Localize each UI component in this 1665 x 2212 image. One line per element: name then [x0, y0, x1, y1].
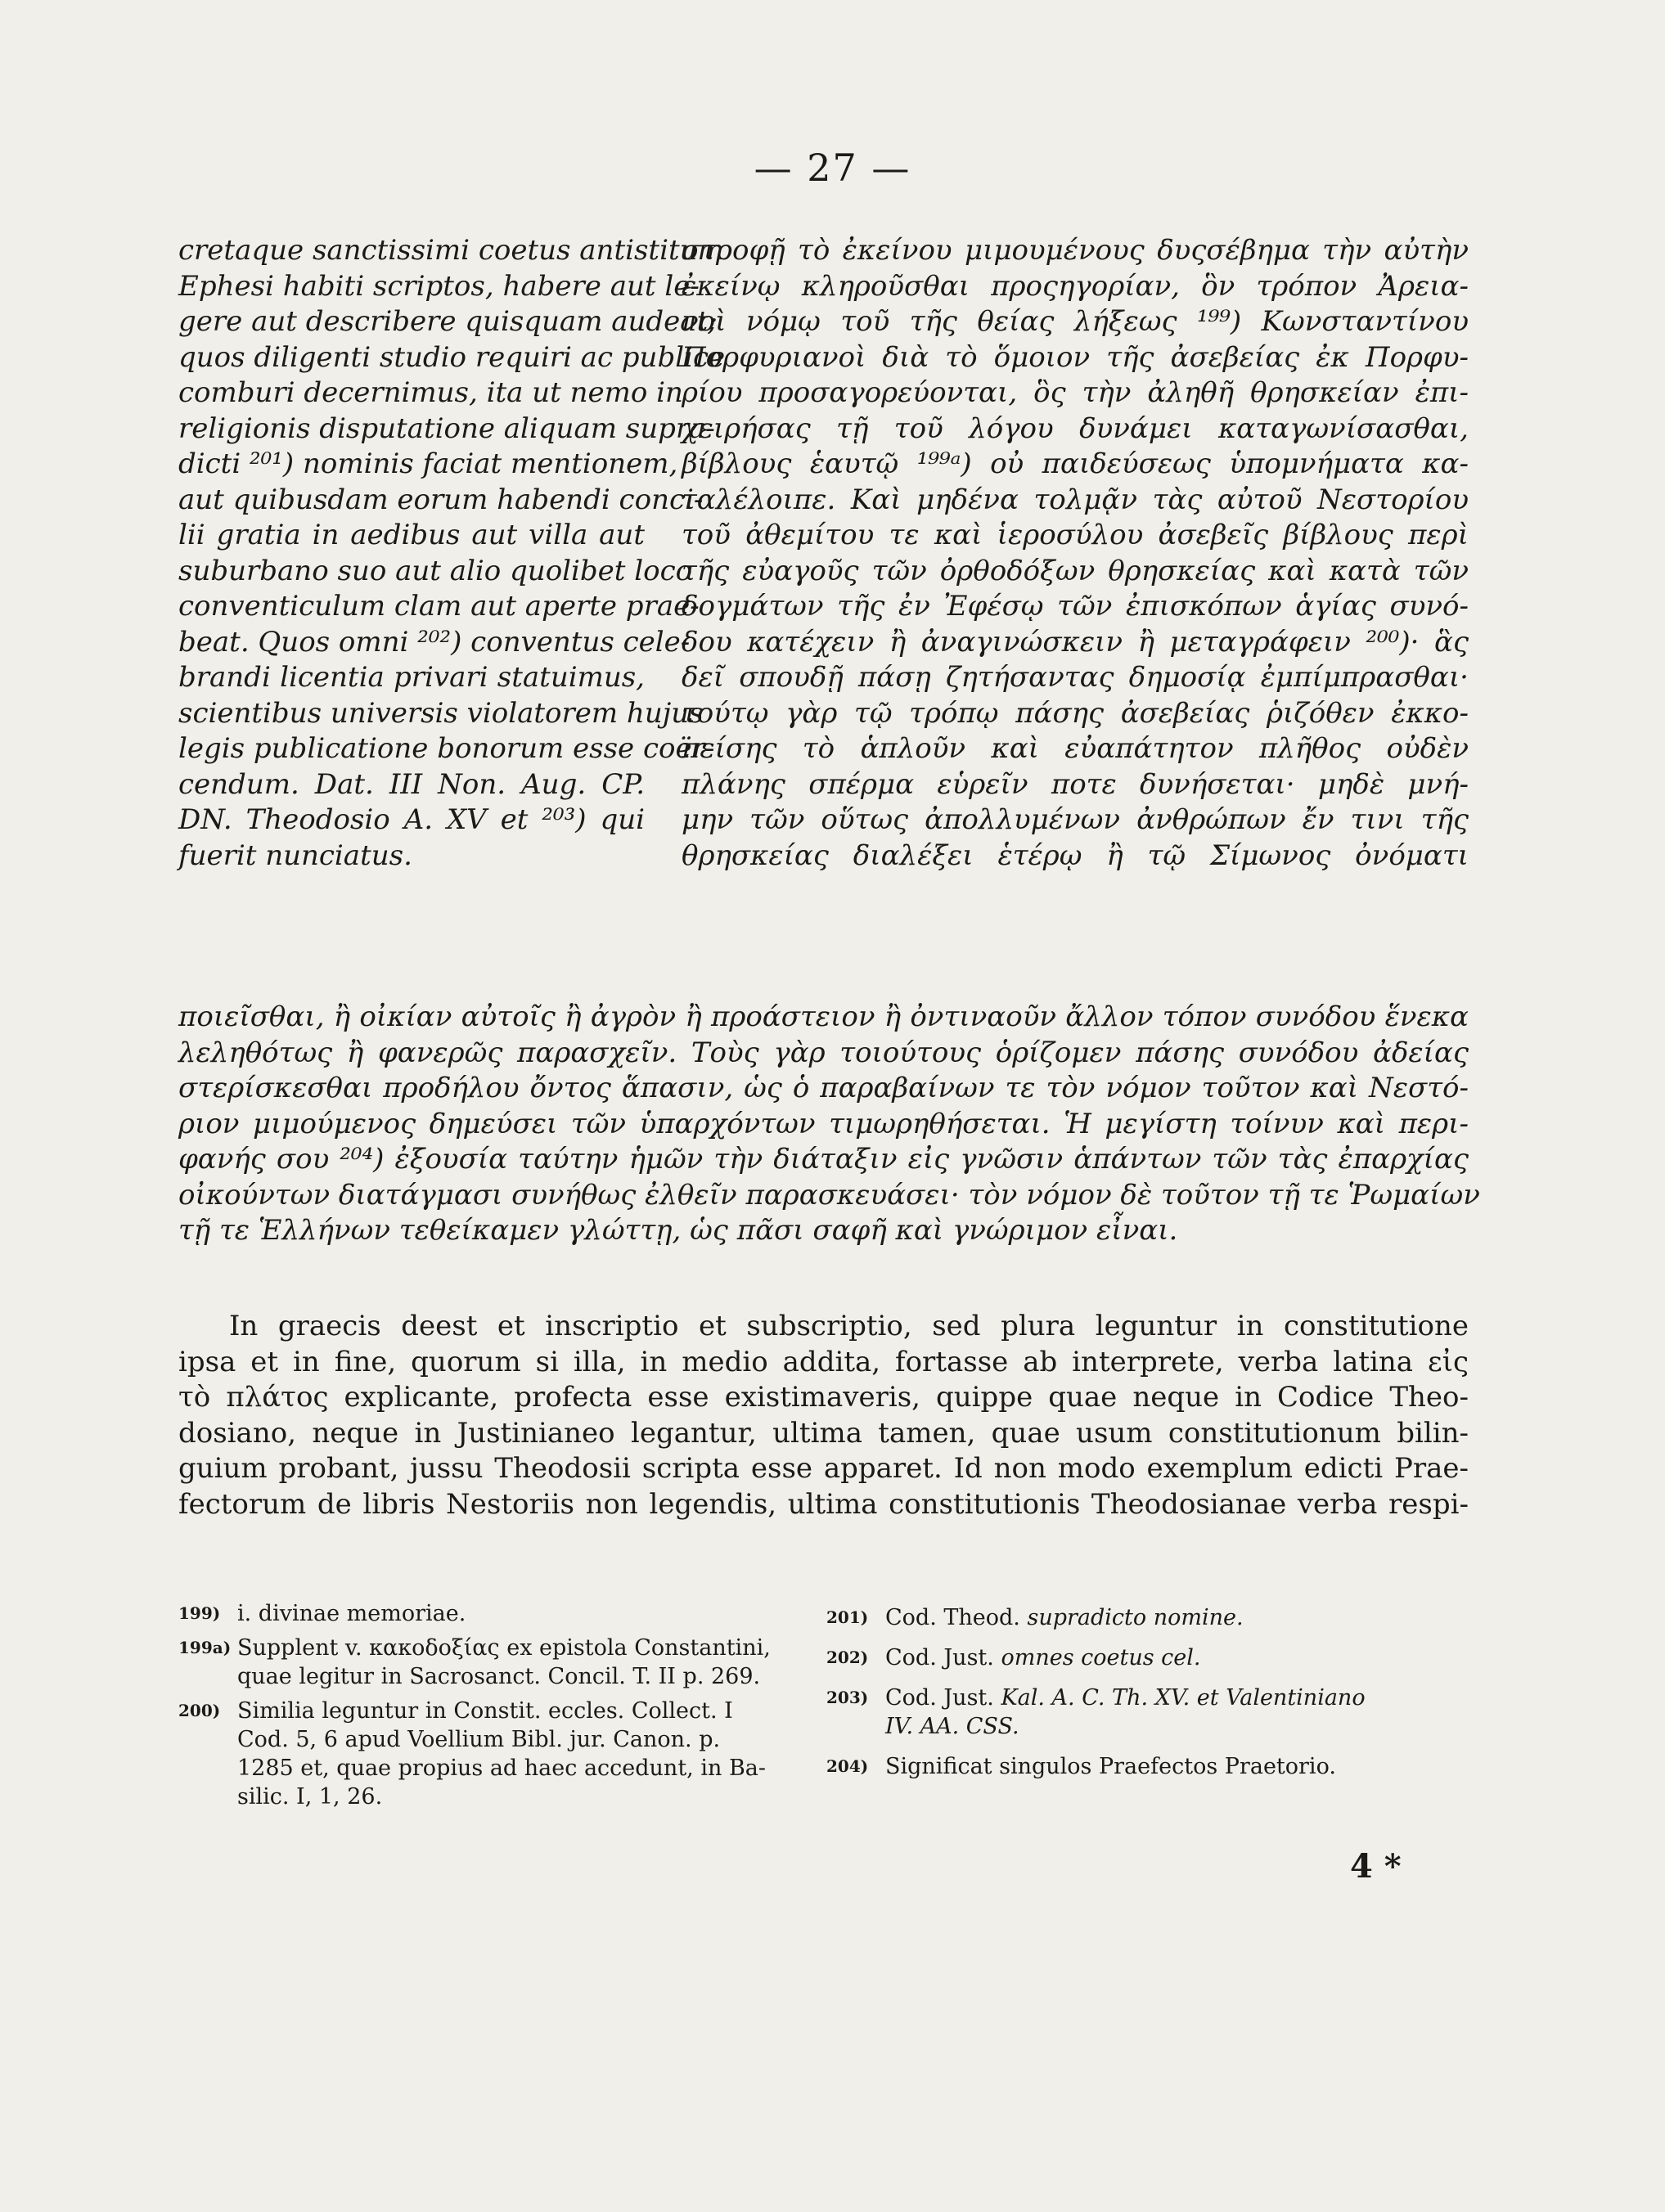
greek-line: θρησκείας διαλέξει ἑτέρῳ ἢ τῷ Σίμωνος ὀνόματι	[682, 838, 1469, 872]
footnote-text: i. divinae memoriae.	[237, 1601, 466, 1626]
footnote-italic: supradicto nomine.	[1027, 1605, 1244, 1630]
latin-commentary	[178, 1309, 1469, 1522]
footnote-text: Similia leguntur in Constit. eccles. Collect. I	[237, 1698, 733, 1724]
greek-line: Πορφυριανοὶ διὰ τὸ ὅμοιον τῆς ἀσεβείας ἐκ Πορφυ-	[682, 340, 1469, 374]
latin-line: religionis disputatione aliquam supra-	[178, 411, 715, 445]
latin-line: DN. Theodosio A. XV et ²⁰³) qui	[178, 803, 645, 836]
footnote	[178, 1697, 767, 1811]
latin-line: conventiculum clam aut aperte prae-	[178, 590, 700, 623]
footnote-mark: 202)	[826, 1648, 869, 1667]
greek-line: χειρήσας τῇ τοῦ λόγου δυνάμει καταγωνίσασθαι,	[682, 411, 1469, 445]
footnote-text: silic. I, 1, 26.	[237, 1784, 383, 1810]
page-number: — 27 —	[754, 146, 911, 190]
latin-line: dicti ²⁰¹) nominis faciat mentionem,	[178, 447, 678, 480]
greek-line: νοὶ νόμῳ τοῦ τῆς θείας λήξεως ¹⁹⁹) Κωνσταντίνου	[682, 305, 1469, 338]
latin-line: legis publicatione bonorum esse coër-	[178, 732, 715, 765]
latin-line: scientibus universis violatorem hujus	[178, 696, 704, 730]
commentary-line: dosiano, neque in Justinianeo legantur, ultima tamen, quae usum constitutionum bilin-	[178, 1416, 1469, 1450]
latin-line: brandi licentia privari statuimus,	[178, 661, 645, 694]
greek-line: βίβλους ἑαυτῷ ¹⁹⁹ᵃ) οὐ παιδεύσεως ὑπομνήματα κα-	[682, 447, 1469, 480]
greek-column	[682, 233, 1469, 874]
footnote	[178, 1599, 751, 1628]
footnote-mark: 200)	[178, 1701, 221, 1720]
latin-line: Ephesi habiti scriptos, habere aut le-	[178, 269, 700, 303]
greek-line: στροφῇ τὸ ἐκείνου μιμουμένους δυςσέβημα τὴν αὐτὴν	[682, 234, 1469, 267]
footnote-mark: 203)	[826, 1688, 869, 1707]
greek-line: φανής σου ²⁰⁴) ἐξουσία ταύτην ἡμῶν τὴν διάταξιν εἰς γνῶσιν ἁπάντων τῶν τὰς ἐπαρχίας	[178, 1143, 1469, 1176]
latin-line: lii gratia in aedibus aut villa aut	[178, 519, 645, 551]
footnotes-right	[826, 1603, 1473, 1792]
greek-line: ρίου προσαγορεύονται, ὃς τὴν ἀληθῆ θρησκείαν ἐπι-	[682, 376, 1469, 409]
greek-line: τούτῳ γὰρ τῷ τρόπῳ πάσης ἀσεβείας ῥιζόθεν ἐκκο-	[682, 696, 1469, 730]
latin-line: suburbano suo aut alio quolibet loco	[178, 554, 693, 587]
greek-line: δογμάτων τῆς ἐν Ἐφέσῳ τῶν ἐπισκόπων ἁγίας συνό-	[682, 590, 1469, 623]
latin-line: aut quibusdam eorum habendi conci-	[178, 483, 704, 516]
footnote-text: 1285 et, quae propius ad haec accedunt, in Ba-	[237, 1756, 767, 1781]
footnote-text	[885, 1752, 1473, 1781]
commentary-line: guium probant, jussu Theodosii scripta esse apparet. Id non modo exemplum edicti Prae-	[178, 1452, 1469, 1485]
greek-line: τῆς εὐαγοῦς τῶν ὀρθοδόξων θρησκείας καὶ κατὰ τῶν	[682, 554, 1469, 587]
greek-line: τοῦ ἀθεμίτου τε καὶ ἱεροσύλου ἀσεβεῖς βίβλους περὶ	[682, 519, 1469, 551]
footnote-mark: 201)	[826, 1607, 869, 1627]
footnote-italic: omnes coetus cel.	[1001, 1645, 1201, 1670]
commentary-line: In graecis deest et inscriptio et subscriptio, sed plura leguntur in constitutione	[229, 1310, 1469, 1342]
latin-line: cendum. Dat. III Non. Aug. CP.	[178, 767, 645, 801]
greek-line: ποιεῖσθαι, ἢ οἰκίαν αὐτοῖς ἢ ἀγρὸν ἢ προάστειον ἢ ὀντιναοῦν ἄλλον τόπον συνόδου ἕνεκα	[178, 1000, 1469, 1033]
latin-line: cretaque sanctissimi coetus antistitum	[178, 234, 724, 267]
greek-line: πείσης τὸ ἁπλοῦν καὶ εὐαπάτητον πλῆθος οὐδὲν	[682, 732, 1469, 765]
footnote-mark: 199a)	[178, 1638, 232, 1657]
signature-mark: 4 *	[1350, 1847, 1402, 1886]
footnote-text	[885, 1684, 1473, 1712]
footnote-source: Significat singulos Praefectos Praetorio.	[885, 1754, 1336, 1779]
footnote-italic: Kal. A. C. Th. XV. et Valentiniano	[1001, 1685, 1366, 1711]
footnote-text: quae legitur in Sacrosanct. Concil. T. II p. 269.	[237, 1664, 761, 1689]
greek-line: ριον μιμούμενος δημεύσει τῶν ὑπαρχόντων τιμωρηθήσεται. Ἡ μεγίστη τοίνυν καὶ περι-	[178, 1107, 1469, 1140]
commentary-line: τὸ πλάτος explicante, profecta esse existimaveris, quippe quae neque in Codice Theo-	[178, 1381, 1469, 1414]
latin-line: comburi decernimus, ita ut nemo in	[178, 376, 683, 409]
latin-line: fuerit nunciatus.	[178, 838, 412, 872]
greek-line: δεῖ σπουδῇ πάσῃ ζητήσαντας δημοσίᾳ ἐμπίμπρασθαι·	[682, 661, 1469, 694]
latin-line: gere aut describere quisquam audeat;	[178, 305, 718, 338]
latin-line: beat. Quos omni ²⁰²) conventus cele-	[178, 625, 691, 659]
latin-line: quos diligenti studio requiri ac publice	[178, 340, 726, 374]
footnote	[826, 1643, 1473, 1672]
footnote	[826, 1684, 1473, 1741]
footnote-source: Cod. Just.	[885, 1645, 994, 1670]
footnote	[826, 1603, 1473, 1632]
greek-line: μην τῶν οὕτως ἀπολλυμένων ἀνθρώπων ἔν τινι τῆς	[682, 803, 1469, 836]
footnote-text	[885, 1643, 1473, 1672]
footnote-mark: 199)	[178, 1603, 221, 1623]
greek-line: ταλέλοιπε. Καὶ μηδένα τολμᾷν τὰς αὐτοῦ Νεστορίου	[682, 483, 1469, 516]
footnote-source: Cod. Just.	[885, 1685, 994, 1711]
commentary-line: ipsa et in fine, quorum si illa, in medio addita, fortasse ab interprete, verba latina εἰς	[178, 1345, 1469, 1378]
footnote-text	[885, 1603, 1473, 1632]
greek-line: ἐκείνῳ κληροῦσθαι προςηγορίαν, ὃν τρόπον Ἀρεια-	[682, 269, 1469, 303]
commentary-line: fectorum de libris Nestoriis non legendis, ultima constitutionis Theodosianae verba respi-	[178, 1487, 1469, 1521]
footnote-source: Cod. Theod.	[885, 1605, 1020, 1630]
greek-line: στερίσκεσθαι προδήλου ὄντος ἅπασιν, ὡς ὁ παραβαίνων τε τὸν νόμον τοῦτον καὶ Νεστό-	[178, 1072, 1469, 1104]
greek-continuation	[178, 1000, 1480, 1249]
footnotes-left	[178, 1599, 771, 1817]
greek-line: οἰκούντων διατάγμασι συνήθως ἐλθεῖν παρασκευάσει· τὸν νόμον δὲ τοῦτον τῇ τε Ῥωμαίων	[178, 1178, 1480, 1212]
footnote-text: IV. AA. CSS.	[885, 1714, 1019, 1739]
footnote-text: Supplent v. κακοδοξίας ex epistola Constantini,	[237, 1635, 771, 1661]
footnote	[826, 1752, 1473, 1781]
greek-line: πλάνης σπέρμα εὑρεῖν ποτε δυνήσεται· μηδὲ μνή-	[682, 767, 1469, 801]
footnote-mark: 204)	[826, 1756, 869, 1776]
footnote	[178, 1634, 771, 1691]
latin-column	[178, 233, 726, 874]
greek-line: τῇ τε Ἑλλήνων τεθείκαμεν γλώττῃ, ὡς πᾶσι σαφῆ καὶ γνώριμον εἶναι.	[178, 1214, 1178, 1247]
greek-line: δου κατέχειν ἢ ἀναγινώσκειν ἢ μεταγράφειν ²⁰⁰)· ἃς	[682, 625, 1469, 659]
footnote-text: Cod. 5, 6 apud Voellium Bibl. jur. Canon. p.	[237, 1727, 721, 1752]
greek-line: λεληθότως ἢ φανερῶς παρασχεῖν. Τοὺς γὰρ τοιούτους ὁρίζομεν πάσης συνόδου ἀδείας	[178, 1036, 1469, 1069]
